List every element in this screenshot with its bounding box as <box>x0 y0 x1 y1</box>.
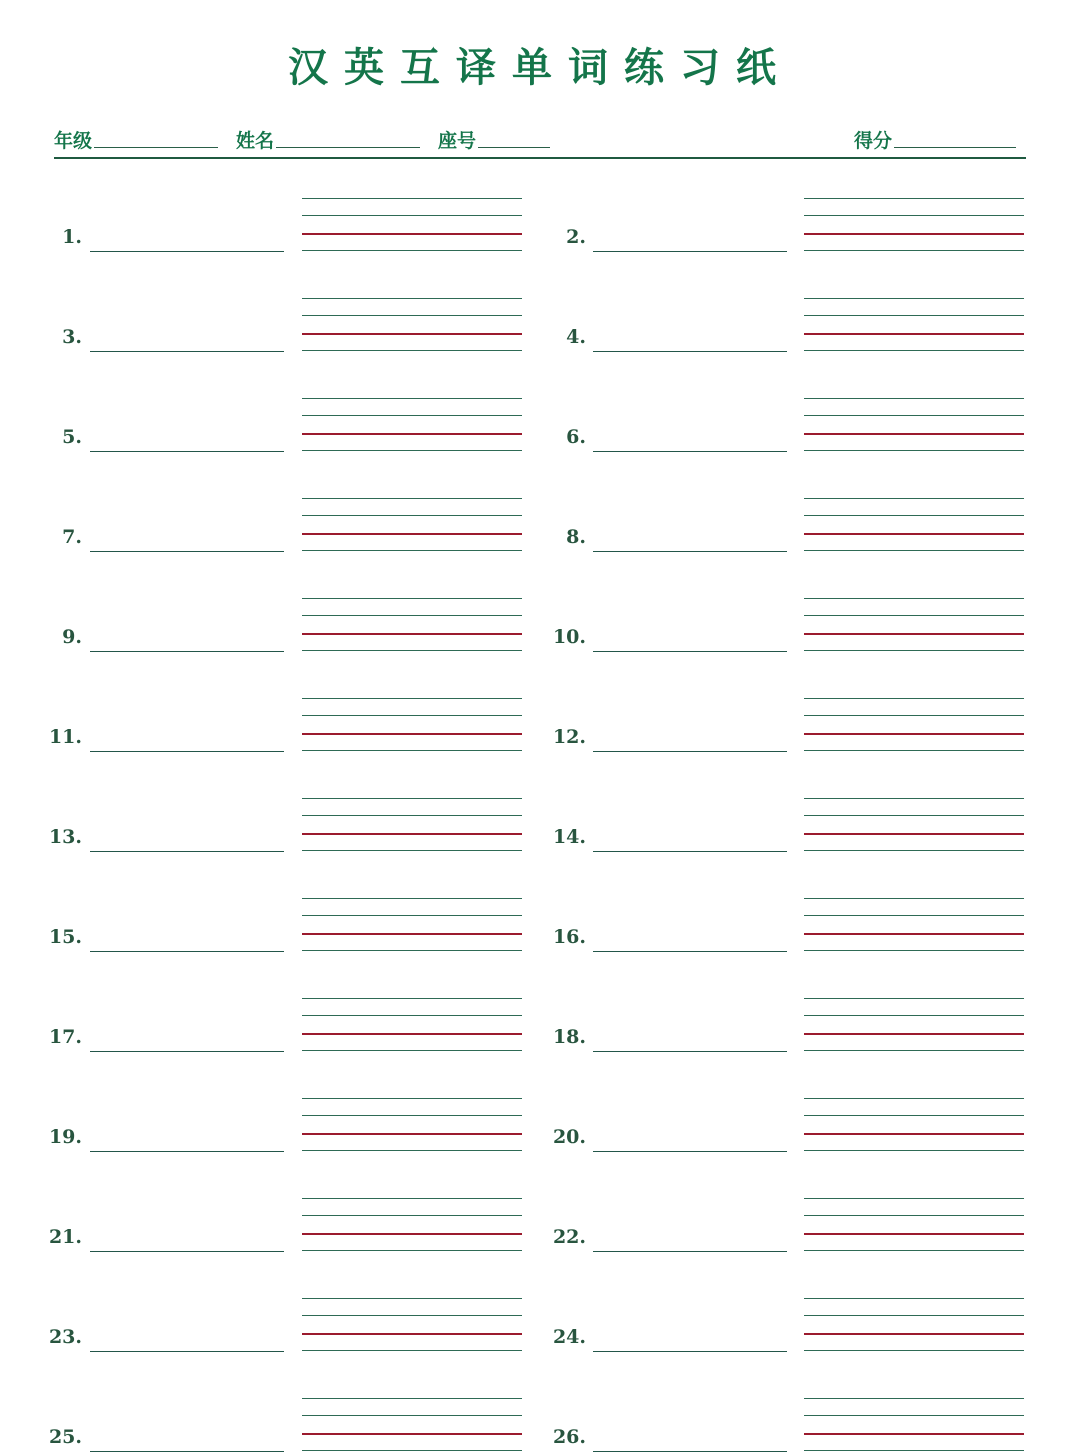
four-line-writing-guide[interactable] <box>804 398 1024 454</box>
guide-line <box>804 498 1024 499</box>
guide-line <box>804 1315 1024 1316</box>
item-number: 13. <box>48 826 82 848</box>
answer-line[interactable] <box>593 1351 787 1352</box>
guide-line <box>804 1115 1024 1116</box>
guide-line <box>804 798 1024 799</box>
baseline-red-line <box>804 533 1024 535</box>
answer-line[interactable] <box>90 651 284 652</box>
guide-line <box>804 815 1024 816</box>
baseline-red-line <box>804 633 1024 635</box>
four-line-writing-guide[interactable] <box>302 1398 522 1454</box>
guide-line <box>804 598 1024 599</box>
answer-line[interactable] <box>593 851 787 852</box>
answer-line[interactable] <box>593 451 787 452</box>
four-line-writing-guide[interactable] <box>804 1298 1024 1354</box>
guide-line <box>302 1298 522 1299</box>
four-line-writing-guide[interactable] <box>302 1298 522 1354</box>
item-number: 25. <box>48 1426 82 1448</box>
guide-line <box>302 1198 522 1199</box>
baseline-red-line <box>804 1233 1024 1235</box>
baseline-red-line <box>302 233 522 235</box>
guide-line <box>804 615 1024 616</box>
baseline-red-line <box>302 1133 522 1135</box>
guide-line <box>302 1315 522 1316</box>
guide-line <box>804 215 1024 216</box>
grade-label: 年级 <box>54 130 93 152</box>
guide-line <box>302 450 522 451</box>
item-number: 24. <box>552 1326 586 1348</box>
guide-line <box>302 615 522 616</box>
item-number: 9. <box>62 626 82 648</box>
baseline-red-line <box>804 433 1024 435</box>
guide-line <box>302 1098 522 1099</box>
baseline-red-line <box>302 533 522 535</box>
item-number: 18. <box>552 1026 586 1048</box>
guide-line <box>302 1450 522 1451</box>
guide-line <box>302 515 522 516</box>
item-number: 12. <box>552 726 586 748</box>
answer-line[interactable] <box>90 751 284 752</box>
guide-line <box>804 515 1024 516</box>
four-line-writing-guide[interactable] <box>302 598 522 654</box>
answer-line[interactable] <box>593 1451 787 1452</box>
answer-line[interactable] <box>593 351 787 352</box>
four-line-writing-guide[interactable] <box>302 898 522 954</box>
guide-line <box>302 915 522 916</box>
guide-line <box>804 298 1024 299</box>
answer-line[interactable] <box>90 951 284 952</box>
item-number: 11. <box>48 726 82 748</box>
guide-line <box>302 1115 522 1116</box>
four-line-writing-guide[interactable] <box>302 798 522 854</box>
answer-line[interactable] <box>90 551 284 552</box>
four-line-writing-guide[interactable] <box>804 498 1024 554</box>
guide-line <box>302 1350 522 1351</box>
guide-line <box>302 250 522 251</box>
guide-line <box>804 1198 1024 1199</box>
four-line-writing-guide[interactable] <box>804 898 1024 954</box>
baseline-red-line <box>804 933 1024 935</box>
guide-line <box>804 1015 1024 1016</box>
guide-line <box>302 815 522 816</box>
baseline-red-line <box>302 333 522 335</box>
guide-line <box>804 550 1024 551</box>
guide-line <box>804 998 1024 999</box>
guide-line <box>302 415 522 416</box>
four-line-writing-guide[interactable] <box>302 698 522 754</box>
four-line-writing-guide[interactable] <box>804 1098 1024 1154</box>
four-line-writing-guide[interactable] <box>302 298 522 354</box>
guide-line <box>302 850 522 851</box>
guide-line <box>302 215 522 216</box>
baseline-red-line <box>804 233 1024 235</box>
item-number: 6. <box>566 426 586 448</box>
guide-line <box>302 1015 522 1016</box>
baseline-red-line <box>804 333 1024 335</box>
baseline-red-line <box>302 433 522 435</box>
guide-line <box>302 798 522 799</box>
guide-line <box>302 998 522 999</box>
item-number: 3. <box>62 326 82 348</box>
guide-line <box>804 1098 1024 1099</box>
four-line-writing-guide[interactable] <box>302 398 522 454</box>
guide-line <box>302 698 522 699</box>
baseline-red-line <box>804 833 1024 835</box>
four-line-writing-guide[interactable] <box>804 998 1024 1054</box>
baseline-red-line <box>302 1333 522 1335</box>
answer-line[interactable] <box>90 1151 284 1152</box>
guide-line <box>804 650 1024 651</box>
guide-line <box>804 1298 1024 1299</box>
guide-line <box>804 1050 1024 1051</box>
guide-line <box>302 715 522 716</box>
guide-line <box>302 498 522 499</box>
item-number: 5. <box>62 426 82 448</box>
guide-line <box>302 750 522 751</box>
baseline-red-line <box>804 733 1024 735</box>
baseline-red-line <box>302 933 522 935</box>
answer-line[interactable] <box>593 551 787 552</box>
four-line-writing-guide[interactable] <box>302 498 522 554</box>
four-line-writing-guide[interactable] <box>804 1198 1024 1254</box>
name-label: 姓名 <box>236 130 275 152</box>
baseline-red-line <box>302 1033 522 1035</box>
guide-line <box>302 1415 522 1416</box>
baseline-red-line <box>302 1233 522 1235</box>
guide-line <box>302 398 522 399</box>
baseline-red-line <box>302 633 522 635</box>
item-number: 22. <box>552 1226 586 1248</box>
baseline-red-line <box>302 1433 522 1435</box>
guide-line <box>302 350 522 351</box>
guide-line <box>302 1215 522 1216</box>
four-line-writing-guide[interactable] <box>804 598 1024 654</box>
guide-line <box>302 950 522 951</box>
guide-line <box>804 1215 1024 1216</box>
answer-line[interactable] <box>90 1451 284 1452</box>
guide-line <box>804 415 1024 416</box>
item-number: 23. <box>48 1326 82 1348</box>
guide-line <box>804 1150 1024 1151</box>
answer-line[interactable] <box>593 751 787 752</box>
item-number: 16. <box>552 926 586 948</box>
item-number: 14. <box>552 826 586 848</box>
answer-line[interactable] <box>90 451 284 452</box>
answer-line[interactable] <box>90 1251 284 1252</box>
guide-line <box>804 1450 1024 1451</box>
answer-line[interactable] <box>593 651 787 652</box>
guide-line <box>302 298 522 299</box>
item-number: 10. <box>552 626 586 648</box>
score-label: 得分 <box>854 130 893 152</box>
four-line-writing-guide[interactable] <box>302 998 522 1054</box>
guide-line <box>804 898 1024 899</box>
answer-line[interactable] <box>593 251 787 252</box>
answer-line[interactable] <box>593 1151 787 1152</box>
item-number: 19. <box>48 1126 82 1148</box>
guide-line <box>804 1250 1024 1251</box>
item-number: 2. <box>566 226 586 248</box>
guide-line <box>804 850 1024 851</box>
guide-line <box>804 698 1024 699</box>
baseline-red-line <box>804 1133 1024 1135</box>
guide-line <box>804 315 1024 316</box>
item-number: 17. <box>48 1026 82 1048</box>
four-line-writing-guide[interactable] <box>804 298 1024 354</box>
guide-line <box>302 1398 522 1399</box>
four-line-writing-guide[interactable] <box>302 198 522 254</box>
answer-line[interactable] <box>593 951 787 952</box>
item-number: 1. <box>62 226 82 248</box>
baseline-red-line <box>804 1333 1024 1335</box>
guide-line <box>804 398 1024 399</box>
guide-line <box>804 1350 1024 1351</box>
baseline-red-line <box>302 833 522 835</box>
four-line-writing-guide[interactable] <box>302 1098 522 1154</box>
item-number: 8. <box>566 526 586 548</box>
guide-line <box>302 198 522 199</box>
answer-line[interactable] <box>90 851 284 852</box>
guide-line <box>804 250 1024 251</box>
four-line-writing-guide[interactable] <box>804 198 1024 254</box>
item-number: 21. <box>48 1226 82 1248</box>
four-line-writing-guide[interactable] <box>804 1398 1024 1454</box>
guide-line <box>302 898 522 899</box>
guide-line <box>302 598 522 599</box>
guide-line <box>302 1150 522 1151</box>
item-number: 26. <box>552 1426 586 1448</box>
item-number: 7. <box>62 526 82 548</box>
answer-line[interactable] <box>593 1051 787 1052</box>
answer-line[interactable] <box>90 251 284 252</box>
page-title: 汉英互译单词练习纸 <box>288 44 792 91</box>
guide-line <box>804 198 1024 199</box>
guide-line <box>302 650 522 651</box>
guide-line <box>804 715 1024 716</box>
seat-label: 座号 <box>438 130 477 152</box>
baseline-red-line <box>302 733 522 735</box>
guide-line <box>804 750 1024 751</box>
four-line-writing-guide[interactable] <box>804 798 1024 854</box>
answer-line[interactable] <box>90 1351 284 1352</box>
answer-line[interactable] <box>90 1051 284 1052</box>
guide-line <box>804 950 1024 951</box>
baseline-red-line <box>804 1033 1024 1035</box>
guide-line <box>804 1398 1024 1399</box>
baseline-red-line <box>804 1433 1024 1435</box>
guide-line <box>804 1415 1024 1416</box>
item-number: 4. <box>566 326 586 348</box>
answer-line[interactable] <box>593 1251 787 1252</box>
guide-line <box>302 315 522 316</box>
item-number: 20. <box>552 1126 586 1148</box>
guide-line <box>804 450 1024 451</box>
guide-line <box>804 350 1024 351</box>
guide-line <box>302 1250 522 1251</box>
guide-line <box>302 550 522 551</box>
four-line-writing-guide[interactable] <box>804 698 1024 754</box>
guide-line <box>302 1050 522 1051</box>
item-number: 15. <box>48 926 82 948</box>
guide-line <box>804 915 1024 916</box>
answer-line[interactable] <box>90 351 284 352</box>
four-line-writing-guide[interactable] <box>302 1198 522 1254</box>
